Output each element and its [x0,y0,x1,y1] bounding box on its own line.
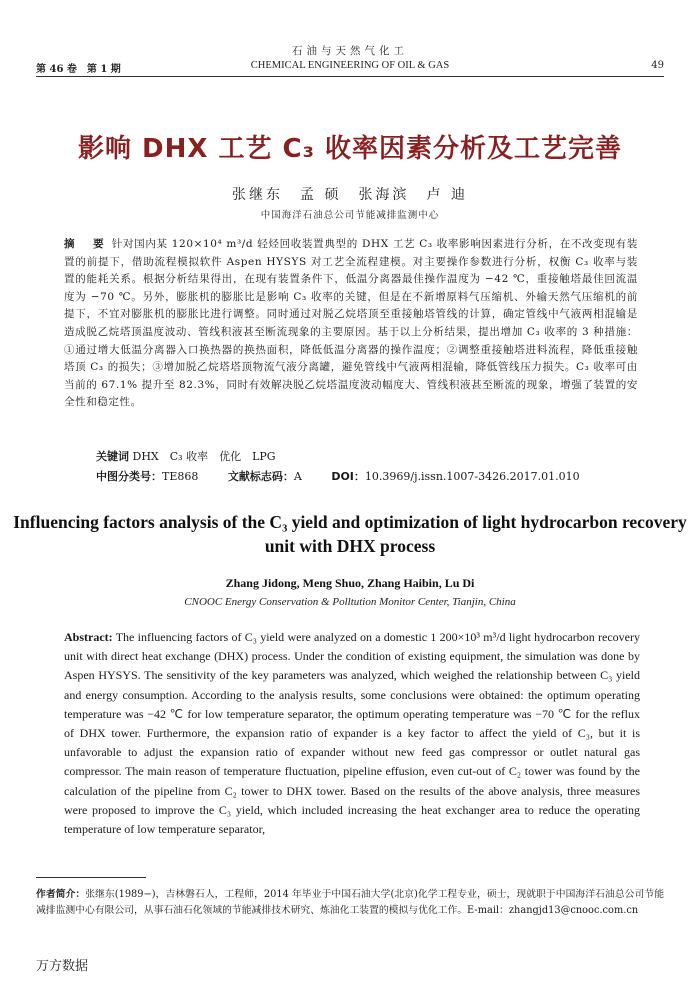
title-cn: 影响 DHX 工艺 C₃ 收率因素分析及工艺完善 [77,134,623,164]
wanfang-watermark: 万方数据 [36,959,89,974]
footnote-text: 张继东(1989−)，吉林磐石人，工程师，2014 年毕业于中国石油大学(北京)化学工程专业，硕士，现就职于中国海洋石油总公司节能减排监测中心有限公司，从事石油石化领域的节能减排技术研究、炼油化工装置的模拟与优化工作。E-mail：zhangjd13@cnooc.com.cn [36,889,664,916]
keywords-cn-label: 关键词 [96,450,129,463]
abstract-cn-text: 针对国内某 120×10⁴ m³/d 轻烃回收装置典型的 DHX 工艺 C₃ 收率影响因素进行分析，在不改变现有装置的前提下，借助流程模拟软件 Aspen HYSYS 对工艺全流程建模。对主要操作参数进行分析，权衡 C₃ 收率与装置的能耗关系。根据分析结果得出，在现有装置条件下，低温分离器最佳操作温度为 −42 ℃，重接触塔最佳回流温度为 −70 ℃。另外，膨胀机的膨胀比是影响 C₃ 收率的关键，但是在不新增原料气压缩机、外输天然气压缩机的前提下，不宜对膨胀机的膨胀比进行调整。同时通过对脱乙烷塔顶至重接触塔管线的计算，确定管线中气液两相混输是造成脱乙烷塔顶温度波动、管线积液甚至断流现象的主要原因。基于以上分析结果，提出增加 C₃ 收率的 3 种措施：①通过增大低温分离器入口换热器的换热面积，降低低温分离器的操作温度；②调整重接触塔进料流程，降低重接触塔顶 C₃ 的损失；③增加脱乙烷塔塔顶物流气液分离罐，避免管线中气液两相混输，降低管线压力损失。C₃ 收率可由当前的 67.1% 提升至 82.3%，同时有效解决脱乙烷塔温度波动幅度大、管线积液甚至断流的现象，增强了装置的安全性和稳定性。 [64,238,638,409]
keywords-cn-text: DHX C₃ 收率 优化 LPG [132,450,276,463]
authors-cn: 张继东 孟 硕 张海滨 卢 迪 [232,187,468,203]
authors-en: Zhang Jidong, Meng Shuo, Zhang Haibin, Lu Di [225,576,475,590]
doi: DOI：10.3969/j.issn.1007-3426.2017.01.010 [331,470,580,483]
title-en: Influencing factors analysis of the C₃ yield and optimization of light hydrocarbon recovery unit with DHX process [13,512,687,556]
abstract-cn-label: 摘 要 [64,238,108,250]
affiliation-en: CNOOC Energy Conservation & Polltution Monitor Center, Tianjin, China [184,596,516,608]
abstract-cn [64,236,638,412]
journal-name-cn: 石油与天然气化工 [292,45,408,57]
classification-line [96,468,656,484]
footnote-rule [36,877,146,878]
author-footnote [36,887,664,919]
abstract-en-label: Abstract: [64,630,113,644]
clc-code: 中图分类号：TE868 [96,470,199,483]
footnote-label: 作者简介： [36,889,86,900]
abstract-en [64,628,640,839]
document-code: 文献标志码：A [227,470,302,483]
journal-name-en: CHEMICAL ENGINEERING OF OIL & GAS [250,60,450,71]
keywords-cn [96,448,276,464]
affiliation-cn: 中国海洋石油总公司节能减排监测中心 [260,210,440,221]
volume-issue: 第 46 卷 第 1 期 [36,64,121,75]
page-number: 49 [651,60,664,71]
abstract-en-text: The influencing factors of C₃ yield were analyzed on a domestic 1 200×10³ m³/d light hydrocarbon recovery unit with direct heat exchange (DHX) process. Under the condition of existing equipment, the simulation was done by Aspen HYSYS. The sensitivity of the key parameters was analyzed, which weighed the relationship between C₃ yield and energy consumption. According to the analysis results, some conclusions were obtained: the optimum operating temperature was −42 ℃ for low temperature separator, the optimum operating temperature was −70 ℃ for the reflux of DHX tower. Furthermore, the expansion ratio of expander is a key factor to affect the yield of C₃, but it is unfavorable to adjust the expansion ratio of expander without new feed gas compressor or outlet natural gas compressor. The main reason of temperature fluctuation, pipeline effusion, even cut-out of C₂ tower was found by the calculation of the pipeline from C₂ tower to DHX tower. Based on the results of the above analysis, three measures were proposed to improve the C₃ yield, which included increasing the heat exchanger area to reduce the operating temperature of low temperature separator, [64,630,640,837]
header-rule [36,76,664,77]
